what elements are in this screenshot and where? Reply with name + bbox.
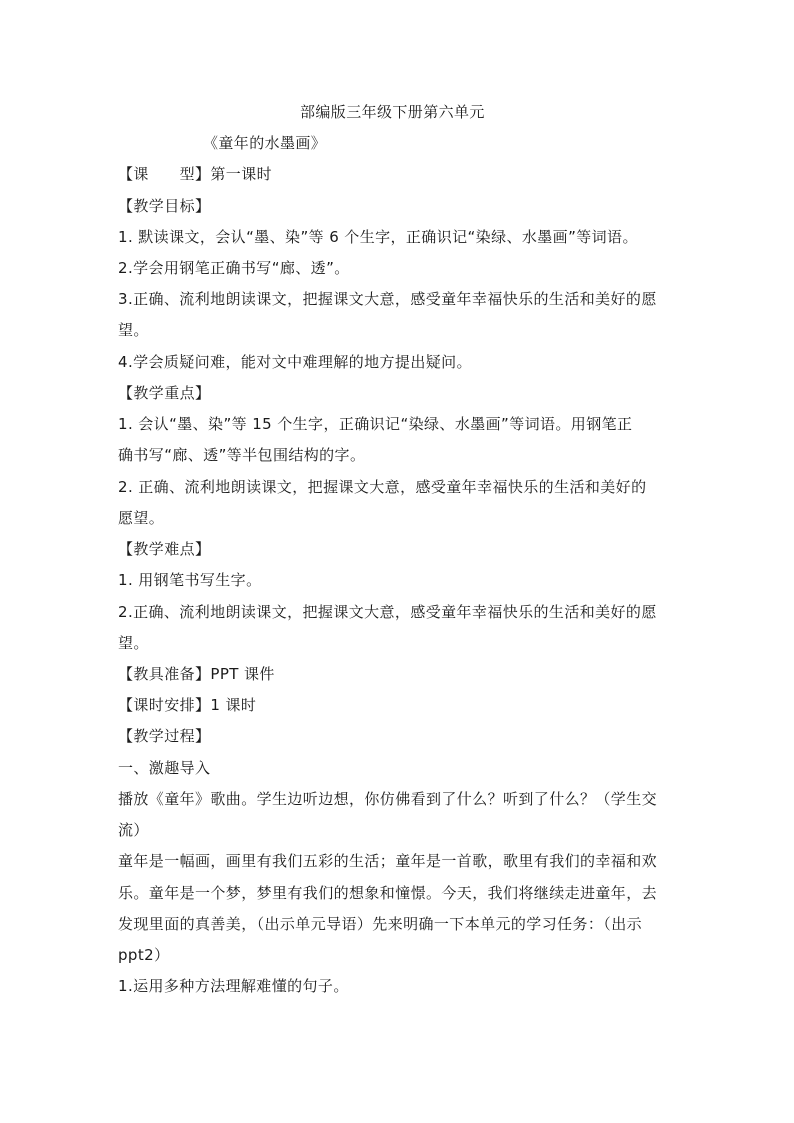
paragraph-line: 发现里面的真善美，（出示单元导语）先来明确一下本单元的学习任务：（出示	[118, 915, 643, 933]
paragraph-line: 1. 默读课文，会认“墨、染”等 6 个生字，正确识记“染绿、水墨画”等词语。	[118, 228, 638, 246]
section-heading-materials: 【教具准备】PPT 课件	[118, 665, 275, 683]
paragraph-line: 3.正确、流利地朗读课文，把握课文大意，感受童年幸福快乐的生活和美好的愿	[118, 290, 657, 308]
paragraph-line: 流）	[118, 821, 149, 839]
paragraph-line: 2.正确、流利地朗读课文，把握课文大意，感受童年幸福快乐的生活和美好的愿	[118, 603, 657, 621]
paragraph-line: 4.学会质疑问难，能对文中难理解的地方提出疑问。	[118, 353, 472, 371]
paragraph-line: 1. 会认“墨、染”等 15 个生字，正确识记“染绿、水墨画”等词语。用钢笔正	[118, 415, 633, 433]
paragraph-line: 童年是一幅画，画里有我们五彩的生活；童年是一首歌，歌里有我们的幸福和欢	[118, 852, 658, 870]
paragraph-line: ppt2）	[118, 946, 170, 964]
section-heading-process: 【教学过程】	[118, 727, 211, 745]
paragraph-line: 播放《童年》歌曲。学生边听边想，你仿佛看到了什么？听到了什么？（学生交	[118, 790, 658, 808]
section-heading-key-points: 【教学重点】	[118, 384, 211, 402]
subsection-heading: 一、激趣导入	[118, 759, 211, 777]
lesson-type: 【课 型】第一课时	[118, 165, 273, 183]
paragraph-line: 1. 用钢笔书写生字。	[118, 571, 262, 589]
paragraph-line: 乐。童年是一个梦，梦里有我们的想象和憧憬。今天，我们将继续走进童年，去	[118, 884, 658, 902]
paragraph-line: 望。	[118, 321, 149, 339]
paragraph-line: 确书写“廊、透”等半包围结构的字。	[118, 446, 366, 464]
lesson-title: 《童年的水墨画》	[203, 134, 327, 152]
paragraph-line: 2. 正确、流利地朗读课文，把握课文大意，感受童年幸福快乐的生活和美好的	[118, 478, 647, 496]
section-heading-objectives: 【教学目标】	[118, 197, 211, 215]
section-heading-schedule: 【课时安排】1 课时	[118, 696, 257, 714]
paragraph-line: 1.运用多种方法理解难懂的句子。	[118, 977, 349, 995]
paragraph-line: 望。	[118, 634, 149, 652]
document-title: 部编版三年级下册第六单元	[300, 103, 485, 121]
paragraph-line: 2.学会用钢笔正确书写“廊、透”。	[118, 259, 350, 277]
section-heading-difficulties: 【教学难点】	[118, 540, 211, 558]
paragraph-line: 愿望。	[118, 509, 165, 527]
